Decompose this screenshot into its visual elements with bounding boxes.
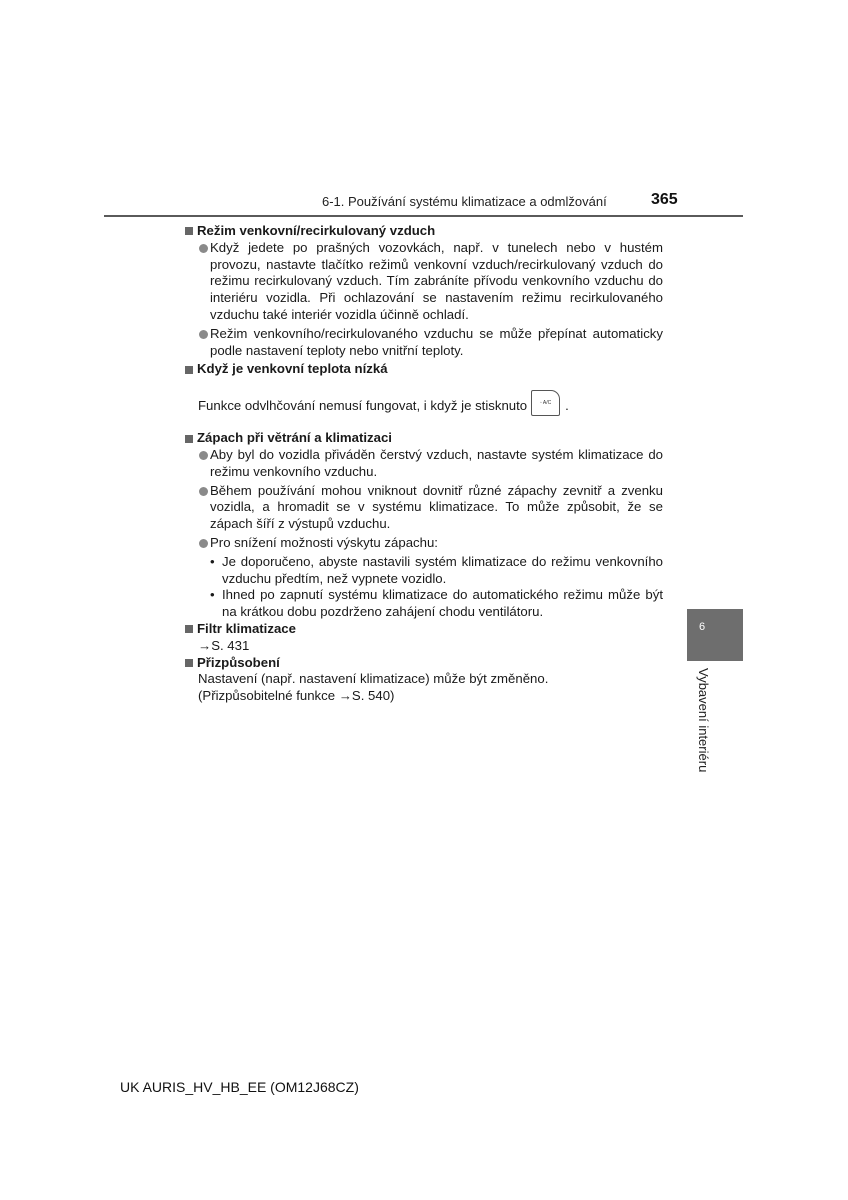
heading-text: Zápach při větrání a klimatizaci — [197, 430, 392, 446]
paragraph: Nastavení (např. nastavení klimatizace) může být změněno. — [198, 671, 549, 687]
ac-note-trailing: . — [565, 397, 569, 413]
chapter-number: 6 — [698, 621, 706, 633]
square-bullet-icon — [185, 625, 193, 633]
list-item-text: Během používání mohou vniknout dovnitř různé zápachy zevnitř a zvenku vozidla, a hromadit se v systému klimatizace. To může způsobit, že se zápach šíří z výstupů vzduchu. — [210, 482, 663, 532]
list-item — [185, 535, 663, 552]
square-bullet-icon — [185, 659, 193, 667]
section-heading — [185, 655, 663, 672]
heading-text: Přizpůsobení — [197, 654, 280, 670]
page-content — [185, 223, 663, 705]
ac-note — [185, 393, 663, 419]
heading-text: Když je venkovní teplota nízká — [197, 361, 388, 377]
section-title: 6-1. Používání systému klimatizace a odmlžování — [322, 194, 607, 209]
list-item-text: Pro snížení možnosti výskytu zápachu: — [210, 534, 438, 550]
sub-list-item-text: Ihned po zapnutí systému klimatizace do automatického režimu může být na krátkou dobu pozdrženo zahájení chodu ventilátoru. — [222, 587, 663, 620]
square-bullet-icon — [185, 435, 193, 443]
circle-bullet-icon — [199, 539, 208, 548]
page-number: 365 — [651, 191, 678, 208]
sub-list-item — [185, 587, 663, 621]
dot-bullet-icon: • — [210, 553, 215, 569]
sub-list-item — [185, 554, 663, 588]
manual-code: UK AURIS_HV_HB_EE (OM12J68CZ) — [120, 1079, 359, 1095]
dot-bullet-icon: • — [210, 587, 215, 603]
section-heading — [185, 223, 663, 240]
heading-text: Filtr klimatizace — [197, 620, 296, 636]
list-item — [185, 447, 663, 481]
ac-button-icon: ◦ A/C — [531, 390, 560, 416]
circle-bullet-icon — [199, 244, 208, 253]
ac-note-text: Funkce odvlhčování nemusí fungovat, i když je stisknuto — [198, 397, 528, 413]
list-item — [185, 483, 663, 533]
page-reference: →S. 431 — [198, 637, 250, 653]
chapter-label: Vybavení interiéru — [696, 668, 711, 773]
list-item-text: Když jedete po prašných vozovkách, např. v tunelech nebo v hustém provozu, nastavte tlačítko režimů venkovní vzduch/recirkulovaný vzduch do režimu recirkulovaný vzduch. Tím zabráníte přívodu venkovního vzduchu do interiéru vozidla. Při ochlazování se nastavením režimu recirkulovaného vzduchu také interiér vozidla účinně ochladí. — [210, 239, 663, 322]
section-heading — [185, 430, 663, 447]
header-divider — [104, 215, 743, 217]
heading-text: Režim venkovní/recirkulovaný vzduch — [197, 223, 436, 238]
paragraph: (Přizpůsobitelné funkce →S. 540) — [198, 688, 395, 704]
square-bullet-icon — [185, 366, 193, 374]
list-item-text: Aby byl do vozidla přiváděn čerstvý vzduch, nastavte systém klimatizace do režimu venkovního vzduchu. — [210, 446, 663, 479]
list-item — [185, 326, 663, 360]
list-item-text: Režim venkovního/recirkulovaného vzduchu se může přepínat automaticky podle nastavení teploty nebo vnitřní teploty. — [210, 325, 663, 358]
list-item — [185, 240, 663, 324]
section-heading — [185, 621, 663, 638]
circle-bullet-icon — [199, 330, 208, 339]
section-heading — [185, 361, 663, 378]
square-bullet-icon — [185, 227, 193, 235]
chapter-tab — [687, 609, 743, 661]
sub-list-item-text: Je doporučeno, abyste nastavili systém klimatizace do režimu venkovního vzduchu předtím, než vypnete vozidlo. — [222, 553, 663, 586]
circle-bullet-icon — [199, 487, 208, 496]
circle-bullet-icon — [199, 451, 208, 460]
